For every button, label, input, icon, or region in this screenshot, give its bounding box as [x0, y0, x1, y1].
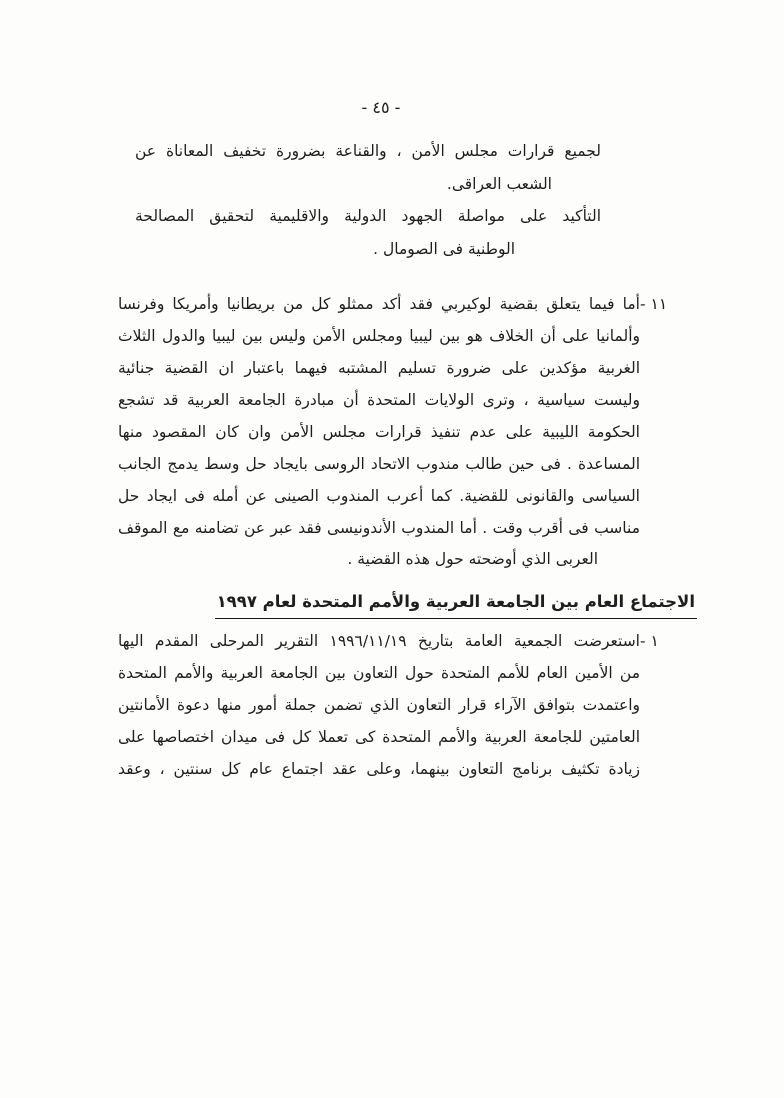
- intro-line: الشعب العراقى.: [446, 175, 552, 193]
- item-line: زيادة تكثيف برنامج التعاون بينهما، وعلى عقد اجتماع عام كل سنتين ، وعقد: [118, 760, 640, 778]
- intro-line: لجميع قرارات مجلس الأمن ، والقناعة بضرورة تخفيف المعاناة عن: [135, 142, 601, 160]
- item-line: الحكومة الليبية على عدم تنفيذ قرارات مجلس الأمن وان كان المقصود منها: [118, 423, 640, 441]
- item-line: واعتمدت بتوافق الآراء قرار التعاون الذي تضمن جملة أمور منها دعوة الأمانتين: [118, 696, 640, 714]
- list-item-1-first-line: [118, 628, 678, 654]
- intro-line: التأكيد على مواصلة الجهود الدولية والاقليمية لتحقيق المصالحة: [135, 207, 601, 225]
- item-line: وليست سياسية ، وترى الولايات المتحدة أن مبادرة الجامعة العربية قد تشجع: [118, 391, 640, 409]
- item-line: العربى الذي أوضحته حول هذه القضية .: [347, 550, 598, 568]
- item-line: من الأمين العام للأمم المتحدة حول التعاون بين الجامعة العربية والأمم المتحدة: [118, 664, 640, 682]
- item-line: الغربية مؤكدين على ضرورة تسليم المشتبه فيهما باعتبار ان القضية جنائية: [118, 359, 640, 377]
- item-line: مناسب فى أقرب وقت . أما المندوب الأندونيسى فقد عبر عن تضامنه مع الموقف: [118, 519, 640, 537]
- list-item-11-first-line: [118, 291, 678, 317]
- intro-line: الوطنية فى الصومال .: [373, 240, 515, 258]
- section-heading: الاجتماع العام بين الجامعة العربية والأمم المتحدة لعام ١٩٩٧: [215, 591, 697, 619]
- item-line: المساعدة . فى حين طالب مندوب الاتحاد الروسى بايجاد حل وسط يدمج الجانب: [118, 455, 640, 473]
- item-number: ١ -: [640, 632, 659, 650]
- item-line: العامتين للجامعة العربية والأمم المتحدة كى تعملا كل فى ميدان اختصاصها على: [118, 728, 640, 746]
- page-number: - ٤٥ -: [361, 98, 401, 117]
- item-line: استعرضت الجمعية العامة بتاريخ ١٩٩٦/١١/١٩ التقرير المرحلى المقدم اليها: [118, 632, 640, 650]
- item-line: أما فيما يتعلق بقضية لوكيربي فقد أكد ممثلو كل من بريطانيا وأمريكا وفرنسا: [118, 295, 640, 313]
- item-line: وألمانيا على أن الخلاف هو بين ليبيا ومجلس الأمن وليس بين ليبيا والدول الثلاث: [118, 327, 640, 345]
- item-number: ١١ -: [640, 295, 668, 313]
- item-line: السياسى والقانونى للقضية. كما أعرب المندوب الصينى عن أمله فى ايجاد حل: [118, 487, 640, 505]
